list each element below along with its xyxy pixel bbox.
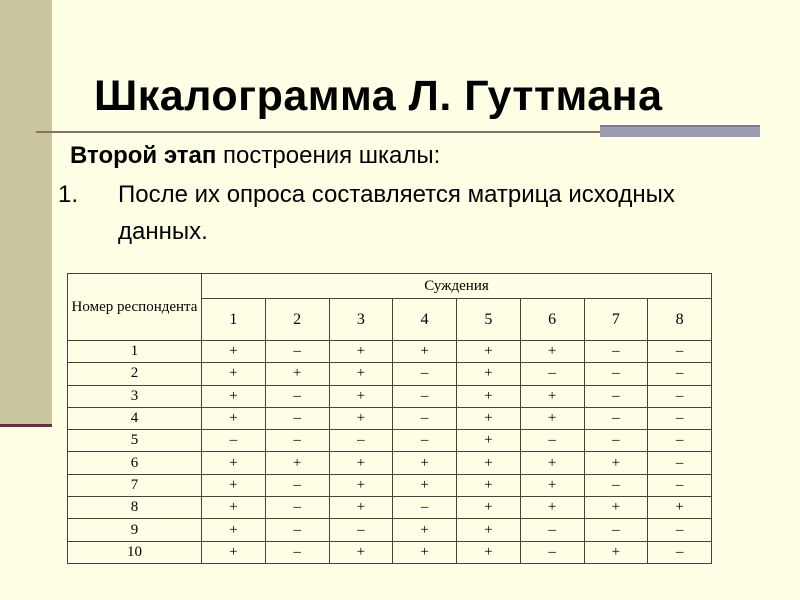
- judgment-cell: +: [457, 452, 521, 474]
- judgment-cell: +: [457, 341, 521, 363]
- respondent-header: Номер респондента: [68, 274, 202, 341]
- judgment-cell: –: [584, 341, 648, 363]
- judgment-cell: +: [584, 541, 648, 563]
- judgment-cell: +: [393, 541, 457, 563]
- left-decor-bar: [0, 0, 52, 426]
- column-header: 4: [393, 299, 457, 341]
- judgment-cell: +: [265, 452, 329, 474]
- respondent-number: 3: [68, 385, 202, 407]
- judgment-cell: +: [520, 474, 584, 496]
- judgment-cell: +: [329, 474, 393, 496]
- judgment-cell: –: [265, 497, 329, 519]
- judgment-cell: +: [520, 407, 584, 429]
- judgment-cell: –: [265, 541, 329, 563]
- judgment-cell: –: [393, 385, 457, 407]
- judgment-cell: –: [393, 407, 457, 429]
- column-header: 5: [457, 299, 521, 341]
- judgment-cell: +: [202, 452, 266, 474]
- judgment-cell: +: [202, 341, 266, 363]
- judgment-cell: –: [520, 363, 584, 385]
- judgment-cell: –: [648, 363, 712, 385]
- judgment-cell: +: [457, 430, 521, 452]
- judgment-cell: +: [202, 385, 266, 407]
- judgment-cell: +: [202, 519, 266, 541]
- judgment-cell: +: [329, 452, 393, 474]
- respondent-number: 8: [68, 497, 202, 519]
- respondent-number: 2: [68, 363, 202, 385]
- judgment-cell: –: [265, 474, 329, 496]
- intro-line: [70, 142, 440, 170]
- judgment-cell: +: [457, 407, 521, 429]
- judgment-cell: +: [202, 541, 266, 563]
- judgment-cell: –: [265, 385, 329, 407]
- table-row: [68, 341, 712, 363]
- judgment-cell: +: [584, 497, 648, 519]
- judgment-cell: –: [648, 519, 712, 541]
- judgment-cell: +: [457, 474, 521, 496]
- intro-rest: построения шкалы:: [216, 142, 441, 169]
- judgment-cell: –: [393, 430, 457, 452]
- respondent-number: 7: [68, 474, 202, 496]
- judgment-cell: –: [648, 452, 712, 474]
- table-row: [68, 363, 712, 385]
- respondent-number: 10: [68, 541, 202, 563]
- judgment-cell: +: [393, 452, 457, 474]
- judgment-cell: –: [329, 430, 393, 452]
- table-row: [68, 452, 712, 474]
- respondent-number: 1: [68, 341, 202, 363]
- column-header: 3: [329, 299, 393, 341]
- judgment-cell: +: [520, 452, 584, 474]
- respondent-number: 4: [68, 407, 202, 429]
- judgment-cell: –: [648, 541, 712, 563]
- title-accent-bar: [600, 125, 760, 137]
- judgment-cell: –: [648, 430, 712, 452]
- intro-bold: Второй этап: [70, 142, 217, 169]
- column-header: 6: [520, 299, 584, 341]
- judgment-cell: –: [265, 407, 329, 429]
- judgments-header: Суждения: [202, 274, 712, 299]
- judgment-cell: +: [393, 341, 457, 363]
- column-header: 7: [584, 299, 648, 341]
- judgment-cell: +: [520, 497, 584, 519]
- respondent-number: 9: [68, 519, 202, 541]
- judgment-cell: –: [648, 474, 712, 496]
- table-row: [68, 519, 712, 541]
- table-row: [68, 541, 712, 563]
- judgment-cell: +: [520, 385, 584, 407]
- slide-title: Шкалограмма Л. Гуттмана: [94, 72, 663, 120]
- judgment-cell: +: [202, 407, 266, 429]
- judgment-cell: +: [520, 341, 584, 363]
- judgment-cell: +: [457, 541, 521, 563]
- judgment-cell: –: [520, 541, 584, 563]
- judgment-cell: –: [265, 430, 329, 452]
- judgment-cell: –: [329, 519, 393, 541]
- judgment-cell: –: [648, 407, 712, 429]
- judgment-cell: +: [329, 541, 393, 563]
- table-row: [68, 497, 712, 519]
- judgment-cell: +: [457, 497, 521, 519]
- table-row: [68, 474, 712, 496]
- judgment-cell: –: [265, 519, 329, 541]
- judgment-cell: –: [648, 341, 712, 363]
- column-header: 2: [265, 299, 329, 341]
- judgment-cell: +: [457, 385, 521, 407]
- table-row: [68, 385, 712, 407]
- judgment-cell: –: [393, 497, 457, 519]
- judgment-cell: –: [584, 385, 648, 407]
- column-header: 1: [202, 299, 266, 341]
- judgment-cell: +: [265, 363, 329, 385]
- judgment-cell: –: [584, 474, 648, 496]
- judgment-cell: –: [584, 363, 648, 385]
- judgment-cell: +: [457, 519, 521, 541]
- judgment-cell: +: [648, 497, 712, 519]
- respondent-number: 5: [68, 430, 202, 452]
- judgment-cell: –: [393, 363, 457, 385]
- judgment-cell: +: [329, 363, 393, 385]
- column-header: 8: [648, 299, 712, 341]
- judgment-cell: +: [329, 407, 393, 429]
- table-row: [68, 430, 712, 452]
- judgment-cell: +: [329, 385, 393, 407]
- judgment-cell: –: [584, 430, 648, 452]
- judgment-cell: +: [202, 497, 266, 519]
- judgment-cell: –: [265, 341, 329, 363]
- judgment-cell: +: [584, 452, 648, 474]
- judgment-cell: –: [520, 519, 584, 541]
- judgment-cell: +: [202, 474, 266, 496]
- judgment-cell: –: [584, 519, 648, 541]
- judgment-cell: +: [457, 363, 521, 385]
- judgment-cell: +: [202, 363, 266, 385]
- table-body: [68, 341, 712, 564]
- left-decor-line: [0, 424, 52, 427]
- judgment-cell: –: [520, 430, 584, 452]
- judgment-cell: +: [329, 341, 393, 363]
- list-item-number: 1.: [58, 181, 79, 208]
- table-row: [68, 407, 712, 429]
- judgment-cell: –: [584, 407, 648, 429]
- data-matrix: [67, 273, 712, 564]
- judgment-cell: +: [393, 519, 457, 541]
- list-item-text: После их опроса составляется матрица исходных данных.: [118, 181, 675, 245]
- judgment-cell: –: [202, 430, 266, 452]
- judgment-cell: –: [648, 385, 712, 407]
- guttman-table: [67, 273, 712, 564]
- judgment-cell: +: [329, 497, 393, 519]
- respondent-number: 6: [68, 452, 202, 474]
- judgment-cell: +: [393, 474, 457, 496]
